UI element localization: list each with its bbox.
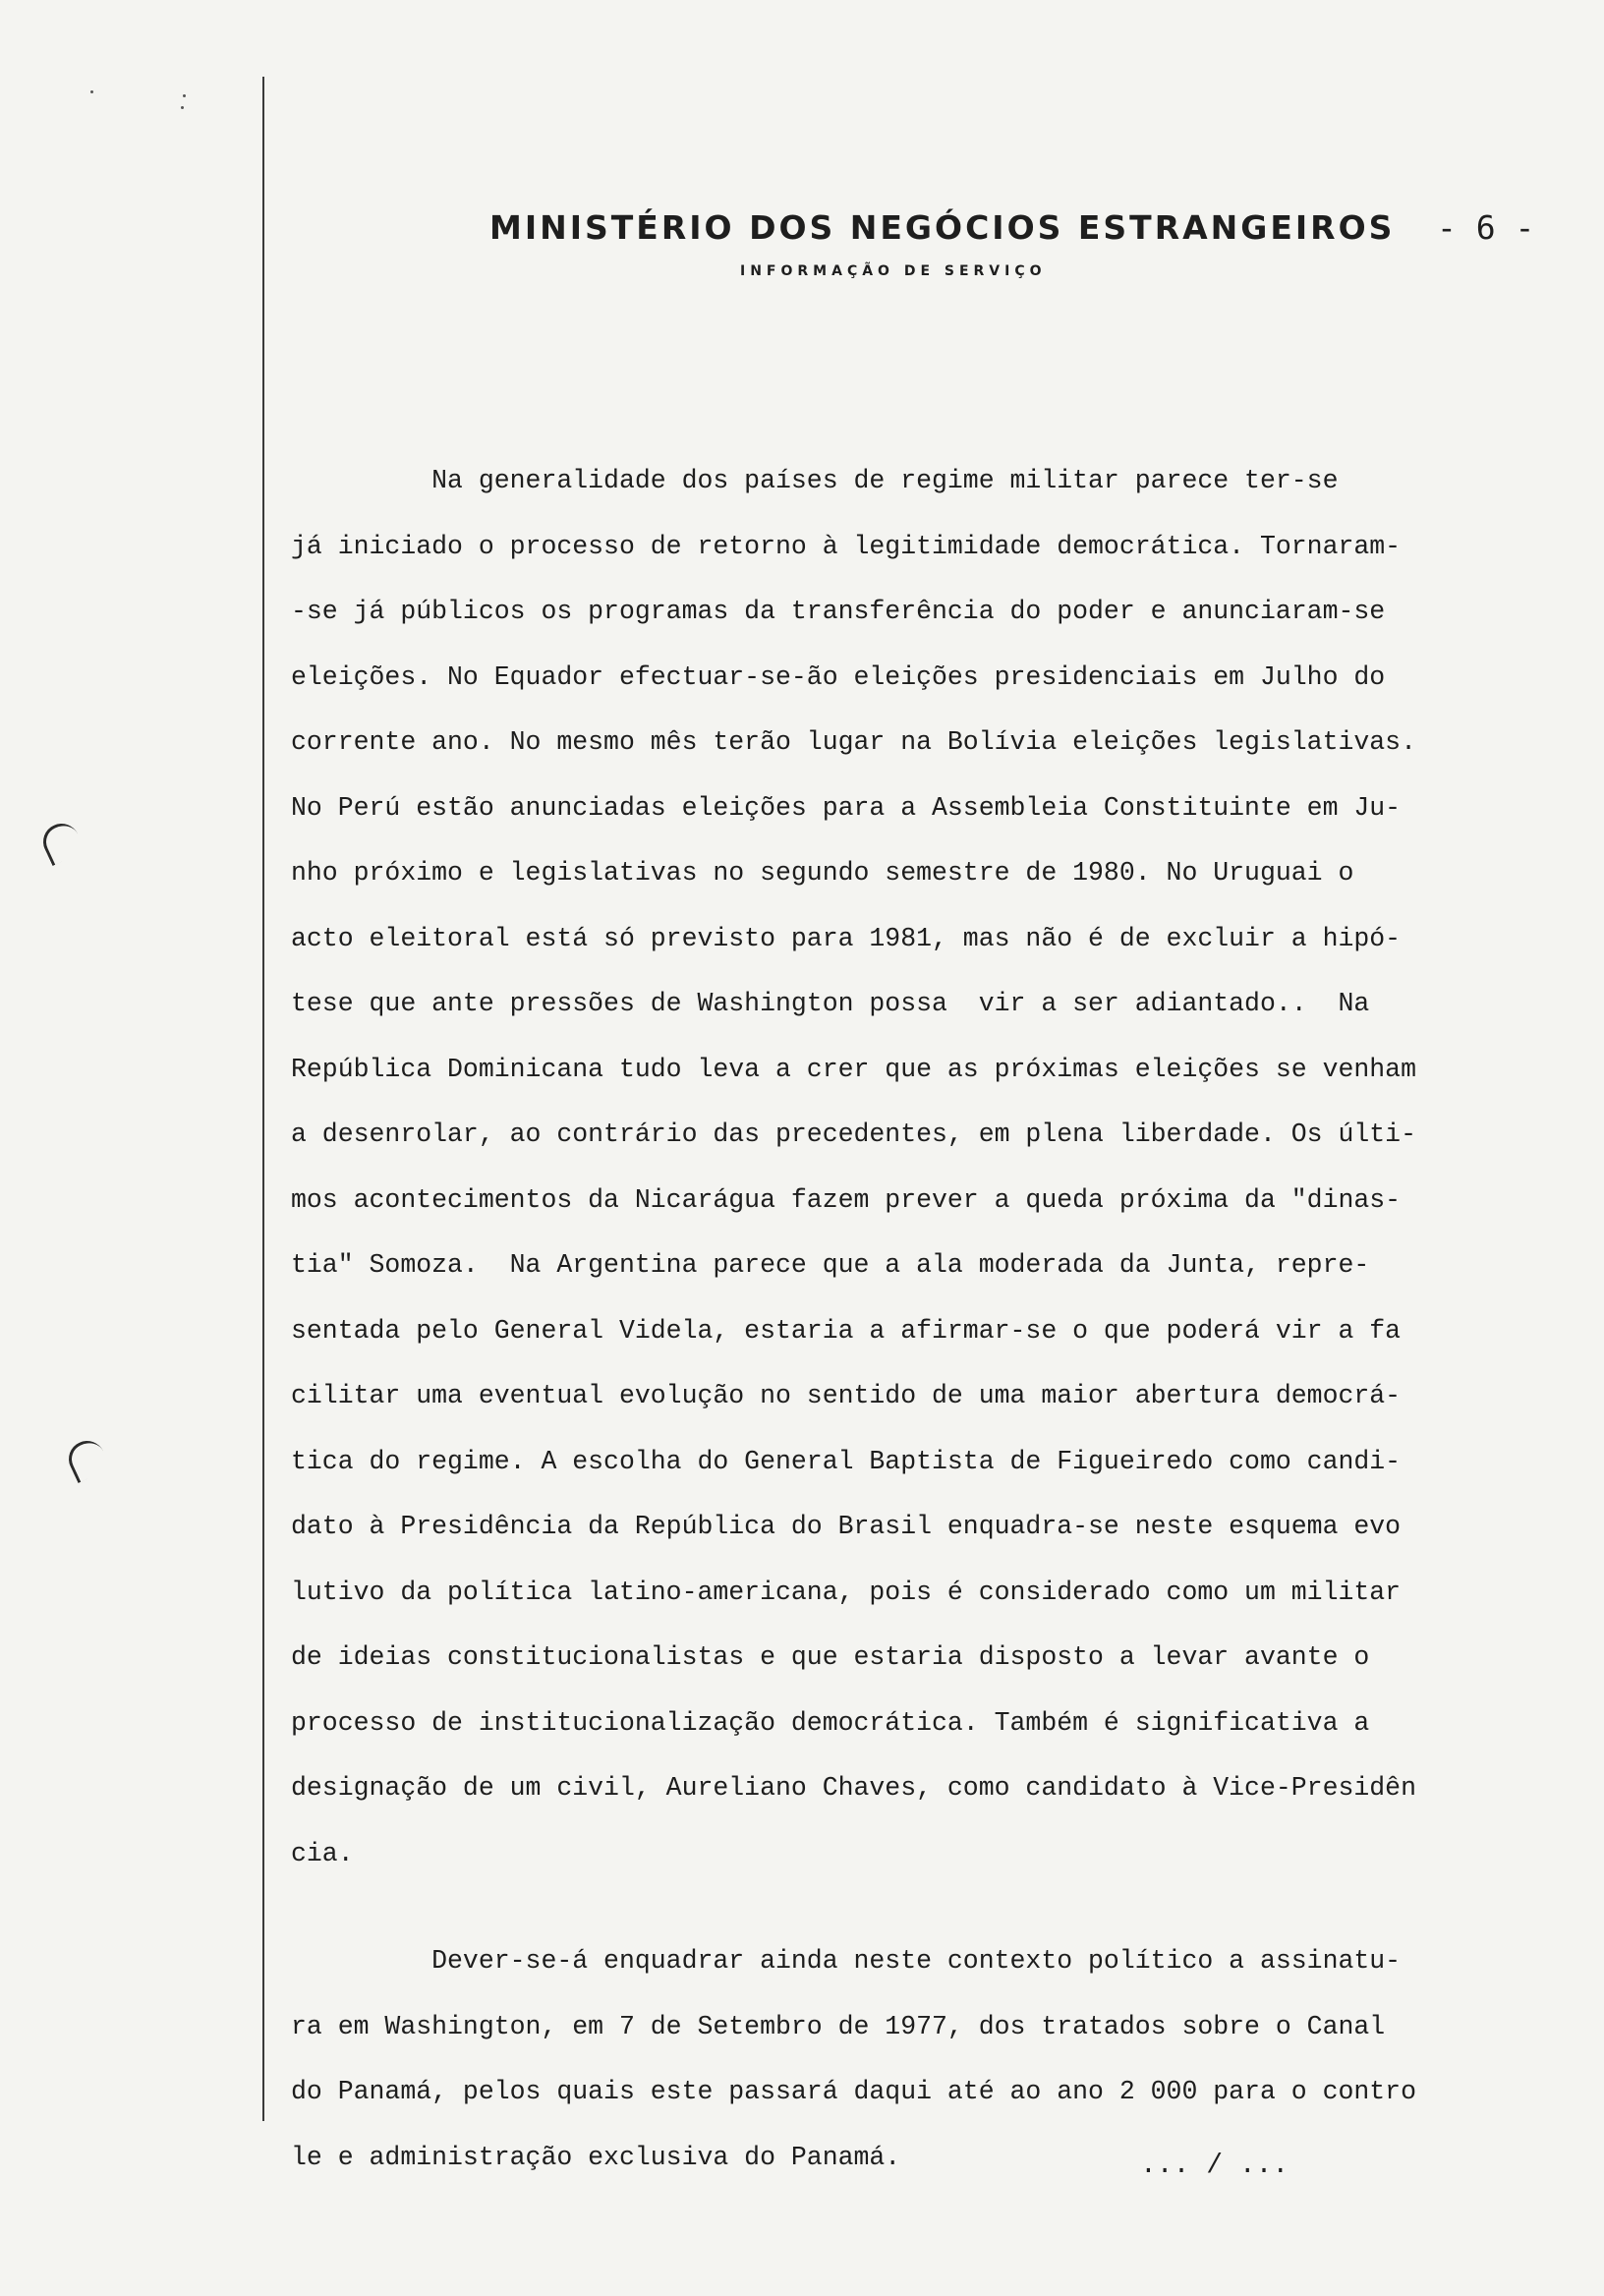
text-line: lutivo da política latino-americana, pois é considerado como um militar [291,1577,1402,1607]
paragraph [291,448,1578,1886]
text-line: República Dominicana tudo leva a crer que as próximas eleições se venham [291,1054,1416,1084]
text-line: cia. [291,1838,354,1868]
scan-speck [90,90,93,93]
text-line: tica do regime. A escolha do General Baptista de Figueiredo como candi- [291,1446,1402,1476]
document-body [291,448,1578,2190]
scan-speck [181,106,184,109]
text-line: Dever-se-á enquadrar ainda neste contexto político a assinatu- [291,1946,1402,1976]
text-line: No Perú estão anunciadas eleições para a Assembleia Constituinte em Ju- [291,792,1402,823]
ministry-title: MINISTÉRIO DOS NEGÓCIOS ESTRANGEIROS [489,208,1396,247]
text-line: já iniciado o processo de retorno à legitimidade democrática. Tornaram- [291,531,1402,561]
text-line: acto eleitoral está só previsto para 1981, mas não é de excluir a hipó- [291,923,1402,953]
text-line: ra em Washington, em 7 de Setembro de 1977, dos tratados sobre o Canal [291,2011,1386,2041]
paragraph-gap [291,1886,1578,1928]
text-line: sentada pelo General Videla, estaria a afirmar-se o que poderá vir a fa [291,1315,1402,1346]
text-line: do Panamá, pelos quais este passará daqui até ao ano 2 000 para o contro [291,2077,1416,2106]
text-line: eleições. No Equador efectuar-se-ão eleições presidenciais em Julho do [291,661,1386,692]
text-line: de ideias constitucionalistas e que estaria disposto a levar avante o [291,1642,1370,1672]
text-line: tia" Somoza. Na Argentina parece que a ala moderada da Junta, repre- [291,1250,1370,1280]
punch-hole-mark [37,818,86,866]
margin-rule [262,77,264,2121]
text-line: processo de institucionalização democrática. Também é significativa a [291,1707,1370,1738]
text-line: nho próximo e legislativas no segundo semestre de 1980. No Uruguai o [291,858,1354,888]
punch-hole-mark [63,1435,111,1483]
continuation-mark: ... / ... [1140,2151,1289,2181]
text-line: designação de um civil, Aureliano Chaves, como candidato à Vice-Presidên [291,1773,1416,1803]
scan-speck [183,94,186,97]
text-line: tese que ante pressões de Washington possa vir a ser adiantado.. Na [291,989,1370,1018]
page-number: - 6 - [1437,208,1535,247]
text-line: mos acontecimentos da Nicarágua fazem prever a queda próxima da "dinas- [291,1184,1402,1215]
text-line: cilitar uma eventual evolução no sentido de uma maior abertura democrá- [291,1381,1402,1410]
text-line: le e administração exclusiva do Panamá. [291,2142,901,2172]
paragraph [291,1928,1578,2190]
text-line: dato à Presidência da República do Brasil enquadra-se neste esquema evo [291,1512,1402,1541]
text-line: Na generalidade dos países de regime militar parece ter-se [291,466,1339,495]
text-line: -se já públicos os programas da transferência do poder e anunciaram-se [291,597,1386,626]
text-line: a desenrolar, ao contrário das precedentes, em plena liberdade. Os últi- [291,1119,1416,1149]
text-line: corrente ano. No mesmo mês terão lugar na Bolívia eleições legislativas. [291,727,1416,757]
letterhead [489,208,1396,247]
letterhead-subtitle: INFORMAÇÃO DE SERVIÇO [740,263,1047,279]
